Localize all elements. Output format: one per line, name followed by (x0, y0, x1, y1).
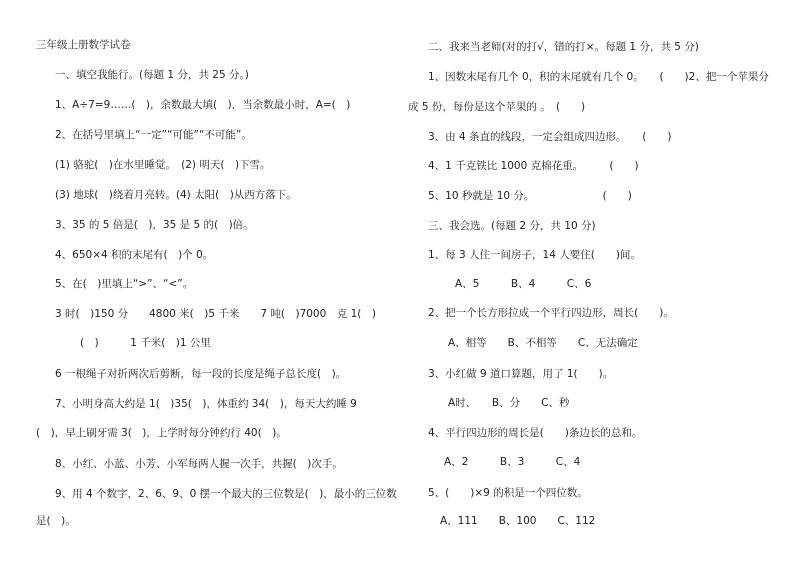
question-line: 3、35 的 5 倍是( )，35 是 5 的( )倍。 (55, 219, 254, 231)
question-line: 5、在( )里填上“>”、“<”。 (55, 278, 194, 290)
question-line: 是( )。 (36, 515, 76, 527)
question-line: 1、因数末尾有几个 0，积的末尾就有几个 0。 ( )2、把一个苹果分 (428, 71, 769, 83)
choice-options: A时、 B、分 C、秒 (448, 397, 570, 409)
question-line: 6 一根绳子对折两次后剪断，每一段的长度是绳子总长度( )。 (55, 368, 347, 380)
question-line: 成 5 份，每份是这个苹果的 。 ( ) (408, 101, 586, 113)
question-line: 3、由 4 条直的线段，一定会组成四边形。 ( ) (428, 131, 672, 143)
question-line: (3) 地球( )绕着月亮转。(4) 太阳( )从西方落下。 (55, 189, 297, 201)
question-line: 9、用 4 个数字，2、6、9、0 摆一个最大的三位数是( )，最小的三位数 (55, 488, 397, 500)
section-2-heading: 二、我来当老师(对的打√，错的打×。每题 1 分，共 5 分) (428, 41, 699, 53)
question-line: 3、小红做 9 道口算题，用了 1( )。 (428, 368, 614, 380)
question-line: 4、平行四边形的周长是( )条边长的总和。 (428, 427, 643, 439)
section-3-heading: 三、我会选。(每题 2 分，共 10 分) (428, 220, 596, 232)
question-line: 1、每 3 人住一间房子，14 人要住( )间。 (428, 249, 641, 261)
question-line: 4、1 千克铁比 1000 克棉花重。 ( ) (428, 160, 639, 172)
question-line: (1) 骆驼( )在水里睡觉。 (2) 明天( )下雪。 (55, 159, 271, 171)
exam-title: 三年级上册数学试卷 (36, 39, 131, 51)
choice-options: A、111 B、100 C、112 (440, 515, 596, 527)
section-1-heading: 一、填空我能行。(每题 1 分，共 25 分。) (55, 69, 249, 81)
choice-options: A、2 B、3 C、4 (444, 456, 581, 468)
question-line: 4、650×4 积的末尾有( )个 0。 (55, 249, 214, 261)
question-line: 7、小明身高大约是 1( )35( )，体重约 34( )，每天大约睡 9 (55, 398, 357, 410)
question-line: 2、在括号里填上“一定”“可能”“不可能”。 (55, 129, 252, 141)
question-line: ( )，早上刷牙需 3( )，上学时每分钟约行 40( )。 (36, 427, 287, 439)
question-line: 1、A÷7=9……( )，余数最大填( )，当余数最小时，A=( ) (55, 99, 351, 111)
question-line: 5、( )×9 的积是一个四位数。 (428, 487, 588, 499)
question-line: 5、10 秒就是 10 分。 ( ) (428, 190, 632, 202)
choice-options: A、5 B、4 C、6 (455, 278, 592, 290)
question-line: 8、小红、小蓝、小芳、小军每两人握一次手，共握( )次手。 (55, 458, 343, 470)
question-line: 2、把一个长方形拉成一个平行四边形，周长( )。 (428, 307, 674, 319)
question-line: ( ) 1 千米( )1 公里 (80, 337, 211, 349)
question-line: 3 时( )150 分 4800 米( )5 千米 7 吨( )7000 克 1( ) (55, 308, 377, 320)
choice-options: A、相等 B、不相等 C、无法确定 (448, 337, 638, 349)
